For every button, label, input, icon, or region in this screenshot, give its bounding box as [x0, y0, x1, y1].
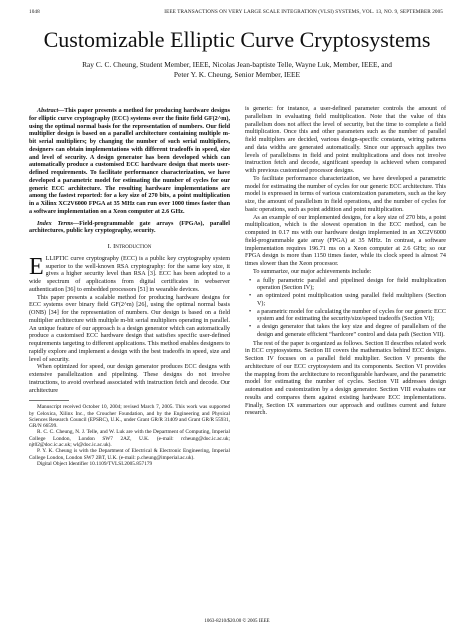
section-heading: I. Introduction [107, 243, 152, 250]
achievements-list [245, 278, 446, 340]
right-column [245, 106, 446, 418]
intro-paragraph-2: This paper presents a scalable method for producing hardware designs for ECC systems over binary field GF(2^m) [26], using the optimal normal basis (ONB) [34] for the representation of numbers. Our design is based on a field multiplier architecture with multiple m-bit serial multipliers operating in parallel. An unique feature of our approach is a design generator which can automatically produce a customised ECC hardware design that satisfies specific user-defined requirements targeting to different applications. This method enables designers to rapidly explore and implement a design with the best tradeoffs in speed, size and level of security. [29, 294, 230, 363]
paper-title: Customizable Elliptic Curve Cryptosystems [43, 27, 431, 52]
journal-header: IEEE TRANSACTIONS ON VERY LARGE SCALE INTEGRATION (VLSI) SYSTEMS, VOL. 13, NO. 9, SEPTEMBER 2005 [164, 9, 443, 15]
footnote-authors: R. C. C. Cheung, N. J. Telle, and W. Luk are with the Department of Computing, Imperial College London, London SW7 2AZ, U.K. (e-mail: rcheung@doc.ic.ac.uk; njt02@doc.ic.ac.uk; wl@doc.ic.ac.uk). [29, 429, 230, 449]
footnote-manuscript: Manuscript received October 10, 2004; revised March 7, 2005. This work was supported by Celoxica, Xilinx Inc., the Croucher Foundation, and by the Engineering and Physical Sciences Research Council (EPSRC), U.K., under Grant GR/R 31409 and Grant GR/R 55931, GR/N 66599. [29, 404, 230, 430]
list-item: • a fully parametric parallel and pipelined design for field multiplication operation (Section IV); [257, 278, 446, 294]
running-head [29, 9, 443, 15]
drop-cap: E [29, 253, 44, 280]
abstract-text: This paper presents a method for producing hardware designs for elliptic curve cryptography (ECC) systems over the finite field GF(2^m), using the optimal normal basis for the representation of numbers. Our field multiplier design is based on a parallel architecture containing multiple m-bit serial multipliers; by changing the number of such serial multipliers, designers can obtain implementations with different tradeoffs in speed, size and level of security. A design generator has been developed which can automatically produce a customised ECC hardware design that meets user-defined requirements. To facilitate performance characterization, we have developed a parametric model for estimating the number of cycles for our generic ECC architecture. The resulting hardware implementations are among the fastest reported: for a key size of 270 bits, a point multiplication in a Xilinx XC2V6000 FPGA at 35 MHz can run over 1000 times faster than a software implementation on a Xeon computer at 2.6 GHz. [29, 108, 230, 215]
intro-paragraph-3: When optimized for speed, our design generator produces ECC designs with extensive parallelization and pipelining. These designs do not involve instructions, to avoid overhead associated with instruction fetch and decode. Our architecture [29, 364, 230, 394]
abstract [29, 108, 230, 217]
right-paragraph-5: The rest of the paper is organized as follows. Section II describes related work in ECC cryptosystems. Section III covers the mathematics behind ECC designs. Section IV focuses on a parallel field multiplier. Section V presents the architecture of our ECC cryptosystem and its components. Section VI provides the mapping from the architecture to reconfigurable hardware, and the parametric model for estimating the number of cycles. Section VII addresses design automation and customization by a design generator. Section VIII evaluates our results and compares them against existing hardware ECC implementations. Finally, Section IX summarizes our approach and outlines current and future research. [245, 340, 446, 417]
copyright-code: 1063-8210/$20.00 © 2005 IEEE [204, 619, 270, 624]
right-paragraph-1: is generic: for instance, a user-defined parameter controls the amount of parallelism in evaluating field multiplication. Note that the value of this parallelism does not affect the level of security, but the time to complete a field multiplication. Once this and other parameters such as the number of parallel field multipliers are decided, various design-specific constants, wiring patterns and data widths are generated automatically. Since our approach applies two levels of parallelisms in field and point multiplications and does not involve instruction fetch and decode, significant speedup is achieved when compared with previous customised processor designs. [245, 106, 446, 174]
author-list [30, 60, 444, 80]
right-paragraph-2: To facilitate performance characterization, we have developed a parametric model for estimating the number of cycles for our generic ECC architecture. This model is expressed in terms of various customization parameters, such as the key size, the amount of parallelism in field operations, and the number of cycles for basic operations, such as point addition and point multiplication. [245, 175, 446, 213]
footnote-author-cheung: P. Y. K. Cheung is with the Department of Electrical & Electronic Engineering, Imperial College London, London SW7 2BT, U.K. (e-mail: p.cheung@imperial.ac.uk). [29, 448, 230, 461]
footnote-divider [29, 400, 69, 401]
footnote-doi: Digital Object Identifier 10.1109/TVLSI.2005.857179 [37, 460, 153, 467]
author-line-2: Peter Y. K. Cheung, Senior Member, IEEE [173, 70, 301, 79]
author-line-1: Ray C. C. Cheung, Student Member, IEEE, Nicolas Jean-baptiste Telle, Wayne Luk, Member, IEEE, and [82, 60, 392, 69]
index-terms [29, 221, 230, 237]
right-paragraph-3: As an example of our implemented designs, for a key size of 270 bits, a point multiplication, which is the slowest operation in the ECC method, can be computed in 0.17 ms with our hardware design implemented in an XC2V6000 field-programmable gate array (FPGA) at 35 MHz. In contrast, a software implementation requires 196.71 ms on a Xeon computer at 2.6 GHz; so our FPGA design is more than 1150 times faster, while its clock speed is almost 74 times slower than the Xeon processor. [245, 214, 446, 267]
list-item: • a design generator that takes the key size and degree of parallelism of the design and generate efficient “hardcore” control and data path (Section VII). [257, 324, 446, 340]
list-item: • a parametric model for calculating the number of cycles for our generic ECC system and for estimating the security/size/speed tradeoffs (Section VI); [257, 309, 446, 325]
page-number: 1048 [29, 9, 40, 15]
intro-paragraph-1 [29, 253, 230, 295]
index-terms-text: Field-programmable gate arrays (FPGAs), parallel architectures, public key cryptography, security. [29, 220, 230, 235]
intro-text-1: LLIPTIC curve cryptography (ECC) is a public key cryptography system superior to the well-known RSA cryptography: for the same key size, it gives a higher security level than RSA [3]. ECC has been adopted to a wide spectrum of applications from digital certificates in webserver authentication [36] to embedded processors [51] in wearable devices. [29, 255, 230, 293]
left-column [29, 108, 230, 467]
right-paragraph-4: To summarize, our major achievements include: [253, 268, 372, 275]
abstract-label: Abstract— [37, 108, 65, 114]
index-terms-label: Index Terms— [37, 220, 80, 227]
list-item: • an optimized point multiplication using parallel field multipliers (Section V); [257, 293, 446, 309]
